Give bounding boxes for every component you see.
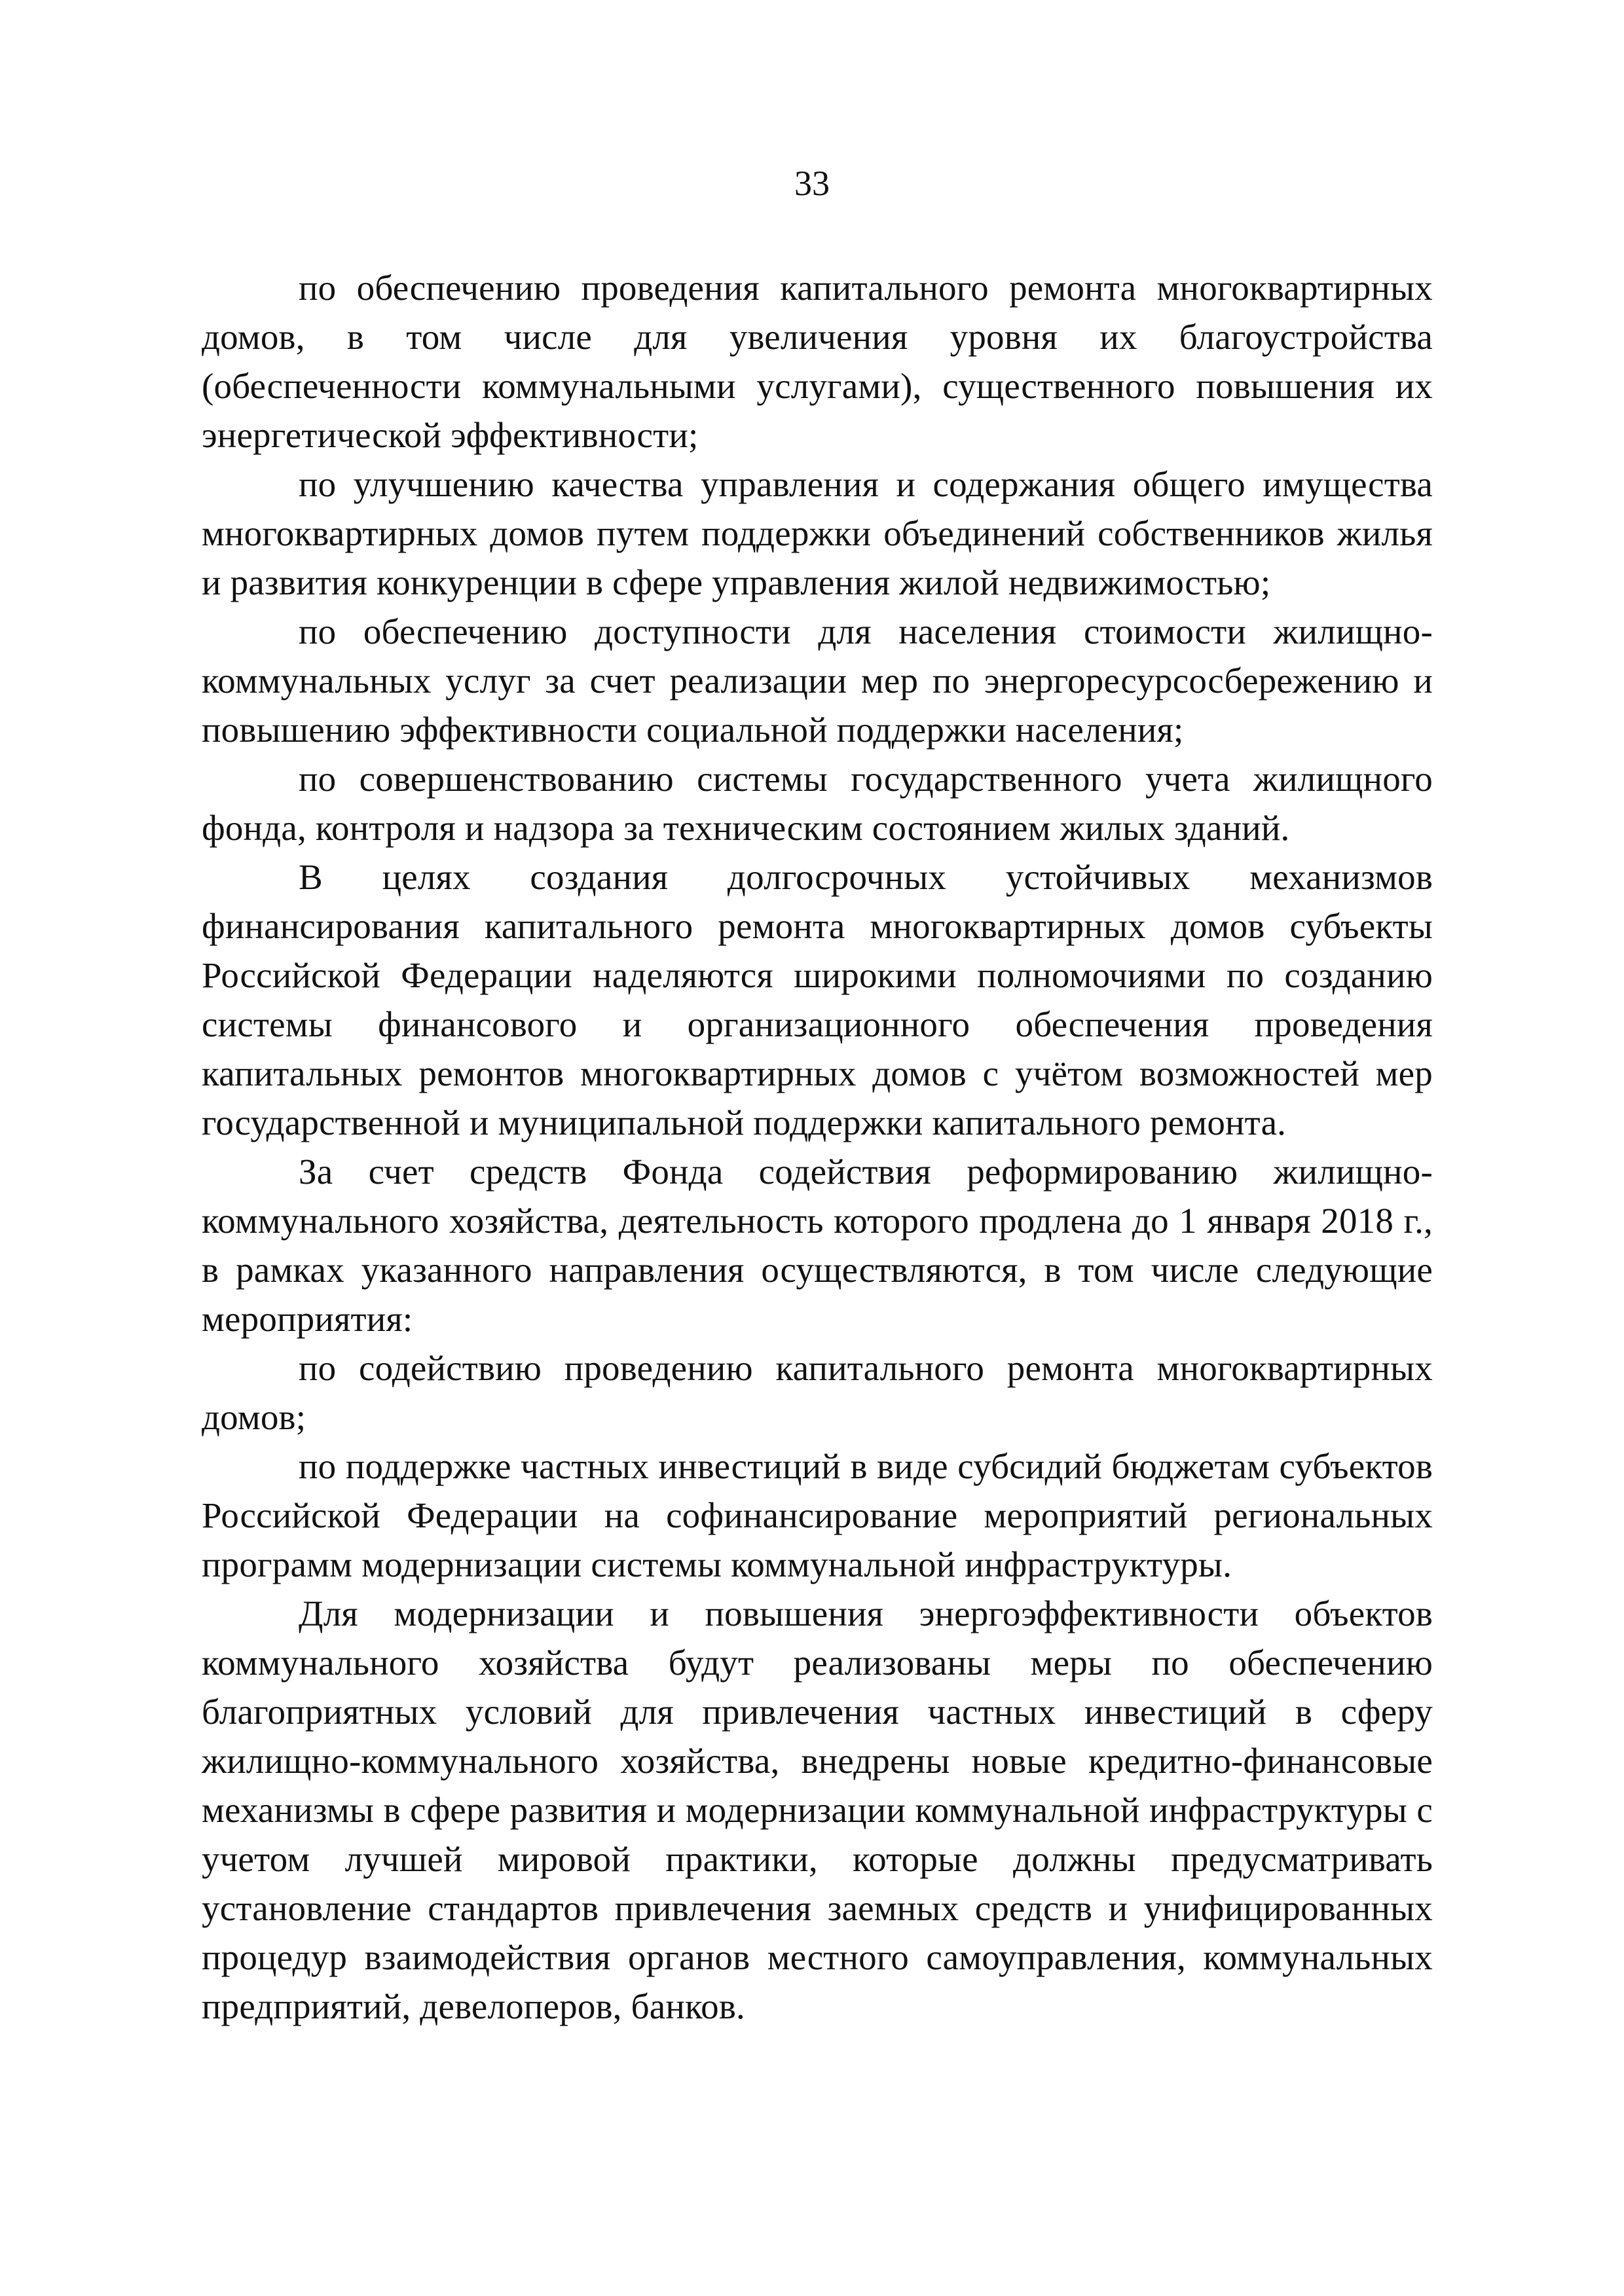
paragraph-capital-repair: по обеспечению проведения капитального ремонта многоквартирных домов, в том числе для увеличения уровня их благоустройства (обеспеченности коммунальными услугами), существенного повышения их энергетической эффективности; xyxy=(202,268,1433,455)
document-body xyxy=(202,263,1433,2031)
paragraph-housing-accounting: по совершенствованию системы государственного учета жилищного фонда, контроля и надзора за техническим состоянием жилых зданий. xyxy=(202,759,1433,848)
paragraph-management-quality: по улучшению качества управления и содержания общего имущества многоквартирных домов путем поддержки объединений собственников жилья и развития конкуренции в сфере управления жилой недвижимостью; xyxy=(202,464,1433,602)
paragraph-service-affordability: по обеспечению доступности для населения стоимости жилищно-коммунальных услуг за счет реализации мер по энергоресурсосбережению и повышению эффективности социальной поддержки населения; xyxy=(202,611,1433,750)
paragraph-fund-measures: За счет средств Фонда содействия реформированию жилищно-коммунального хозяйства, деятельность которого продлена до 1 января 2018 г., в рамках указанного направления осуществляются, в том числе следующие мероприятия: xyxy=(202,1152,1433,1339)
paragraph-modernization: Для модернизации и повышения энергоэффективности объектов коммунального хозяйства будут реализованы меры по обеспечению благоприятных условий для привлечения частных инвестиций в сферу жилищно-коммунального хозяйства, внедрены новые кредитно-финансовые механизмы в сфере развития и модернизации коммунальной инфраструктуры с учетом лучшей мировой практики, которые должны предусматривать установление стандартов привлечения заемных средств и унифицированных процедур взаимодействия органов местного самоуправления, коммунальных предприятий, девелоперов, банков. xyxy=(202,1594,1433,2026)
paragraph-financing-mechanisms: В целях создания долгосрочных устойчивых механизмов финансирования капитального ремонта многоквартирных домов субъекты Российской Федерации наделяются широкими полномочиями по созданию системы финансового и организационного обеспечения проведения капитальных ремонтов многоквартирных домов с учётом возможностей мер государственной и муниципальной поддержки капитального ремонта. xyxy=(202,857,1433,1142)
paragraph-private-investment: по поддержке частных инвестиций в виде субсидий бюджетам субъектов Российской Федерации на софинансирование мероприятий региональных программ модернизации системы коммунальной инфраструктуры. xyxy=(202,1446,1433,1584)
paragraph-repair-assistance: по содействию проведению капитального ремонта многоквартирных домов; xyxy=(202,1348,1433,1437)
page-number: 33 xyxy=(794,164,830,203)
